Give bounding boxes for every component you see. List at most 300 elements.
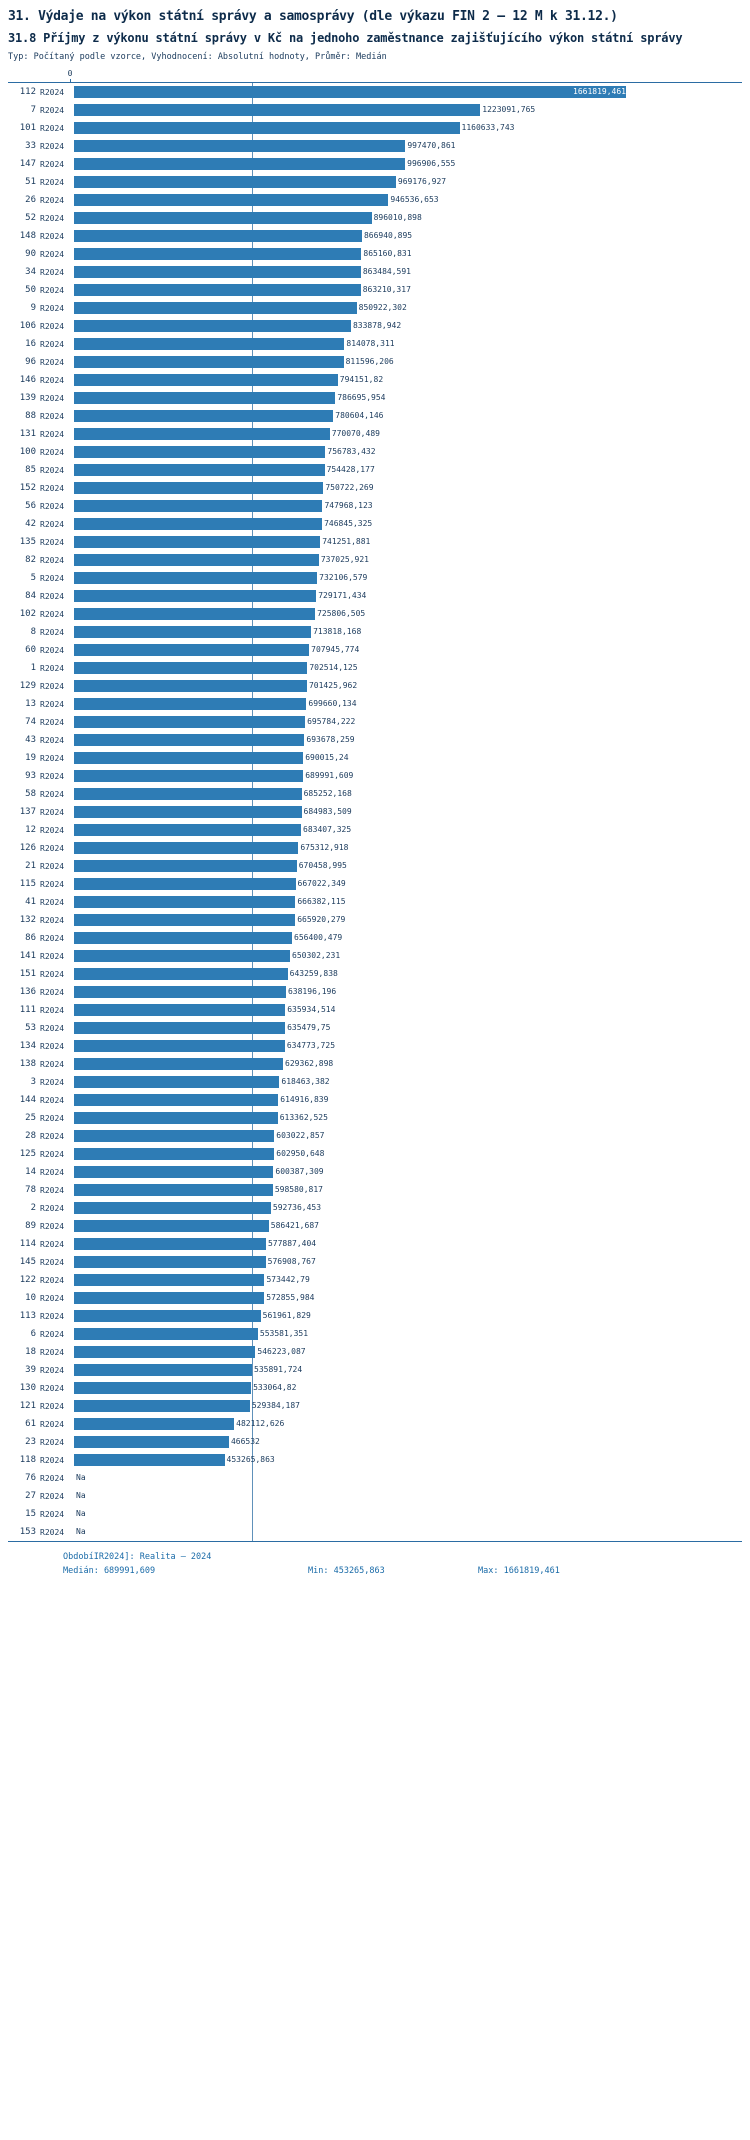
row-category-label: 152 [19, 483, 36, 493]
row-na-label: Na [76, 1527, 86, 1536]
row-category-label: 16 [25, 339, 36, 349]
chart-rows [8, 83, 742, 1541]
bar[interactable] [74, 248, 361, 260]
bar[interactable] [74, 356, 344, 368]
bar[interactable] [74, 1400, 250, 1412]
chart-row [8, 605, 742, 623]
bar[interactable] [74, 572, 317, 584]
chart-row [8, 389, 742, 407]
bar[interactable] [74, 194, 388, 206]
row-series-label: R2024 [40, 861, 65, 871]
row-bar-area [74, 785, 742, 803]
bar[interactable] [74, 788, 302, 800]
bar[interactable] [74, 1220, 269, 1232]
bar[interactable] [74, 716, 305, 728]
row-category-label: 56 [25, 501, 36, 511]
row-bar-area [74, 947, 742, 965]
row-category-label: 134 [19, 1041, 36, 1051]
row-bar-area [74, 641, 742, 659]
bar[interactable] [74, 878, 296, 890]
bar[interactable] [74, 554, 319, 566]
bar[interactable] [74, 338, 344, 350]
chart-row [8, 1073, 742, 1091]
row-series-label: R2024 [40, 897, 65, 907]
row-bar-area [74, 173, 742, 191]
row-series-label: R2024 [40, 1203, 65, 1213]
row-bar-area [74, 1451, 742, 1469]
row-category-label: 135 [19, 537, 36, 547]
footer-period: ObdobíIR2024]: Realita – 2024 [63, 1552, 212, 1562]
chart-row [8, 1091, 742, 1109]
row-bar-area [74, 1523, 742, 1541]
row-bar-area [74, 1505, 742, 1523]
chart-row [8, 1199, 742, 1217]
chart-row [8, 1019, 742, 1037]
bar[interactable] [74, 482, 323, 494]
bar-value-label: 656400,479 [294, 933, 343, 942]
row-series-label: R2024 [40, 1383, 65, 1393]
row-series-label: R2024 [40, 1041, 65, 1051]
footer-max: Max: 1661819,461 [478, 1566, 560, 1576]
row-category-label: 137 [19, 807, 36, 817]
row-category-label: 2 [30, 1203, 36, 1213]
row-series-label: R2024 [40, 717, 65, 727]
row-bar-area [74, 821, 742, 839]
row-category-label: 153 [19, 1527, 36, 1537]
bar-value-label: 713818,168 [313, 627, 362, 636]
row-category-label: 39 [25, 1365, 36, 1375]
row-category-label: 76 [25, 1473, 36, 1483]
bar[interactable] [74, 608, 315, 620]
row-bar-area [74, 389, 742, 407]
bar[interactable] [74, 122, 460, 134]
row-category-label: 28 [25, 1131, 36, 1141]
row-series-label: R2024 [40, 123, 65, 133]
row-series-label: R2024 [40, 357, 65, 367]
row-series-label: R2024 [40, 681, 65, 691]
bar-value-label: 969176,927 [397, 177, 447, 186]
row-series-label: R2024 [40, 159, 65, 169]
bar[interactable] [74, 752, 303, 764]
bar-value-label: 850922,302 [358, 303, 407, 312]
chart-row [8, 1217, 742, 1235]
chart-row [8, 785, 742, 803]
row-bar-area [74, 155, 742, 173]
row-series-label: R2024 [40, 825, 65, 835]
chart-row [8, 983, 742, 1001]
row-series-label: R2024 [40, 195, 65, 205]
row-bar-area [74, 1487, 742, 1505]
bar[interactable] [74, 1364, 252, 1376]
row-bar-area [74, 623, 742, 641]
row-category-label: 19 [25, 753, 36, 763]
row-series-label: R2024 [40, 105, 65, 115]
bar-value-label: 693678,259 [306, 735, 355, 744]
bar-value-label: 707945,774 [311, 645, 360, 654]
row-series-label: R2024 [40, 267, 65, 277]
row-category-label: 18 [25, 1347, 36, 1357]
bar[interactable] [74, 464, 325, 476]
row-bar-area [74, 965, 742, 983]
bar[interactable] [74, 590, 316, 602]
bar[interactable] [74, 374, 338, 386]
chart-row [8, 533, 742, 551]
bar-value-label: 643259,838 [289, 969, 338, 978]
row-bar-area [74, 605, 742, 623]
chart-row [8, 713, 742, 731]
bar[interactable] [74, 1238, 266, 1250]
row-bar-area [74, 911, 742, 929]
chart-row [8, 821, 742, 839]
bar-value-label: 689991,609 [305, 771, 354, 780]
row-category-label: 141 [19, 951, 36, 961]
bar[interactable] [74, 1184, 273, 1196]
row-bar-area [74, 929, 742, 947]
row-series-label: R2024 [40, 843, 65, 853]
bar-value-label: 794151,82 [339, 375, 384, 384]
bar-value-label: 670458,995 [298, 861, 347, 870]
row-na-label: Na [76, 1491, 86, 1500]
bar[interactable] [74, 1202, 271, 1214]
row-category-label: 145 [19, 1257, 36, 1267]
row-bar-area [74, 1379, 742, 1397]
row-series-label: R2024 [40, 879, 65, 889]
bar-value-label: 675312,918 [300, 843, 349, 852]
bar[interactable] [74, 806, 302, 818]
bar[interactable] [74, 1166, 273, 1178]
bar-value-label: 756783,432 [327, 447, 376, 456]
row-bar-area [74, 1163, 742, 1181]
row-bar-area [74, 1325, 742, 1343]
row-series-label: R2024 [40, 1437, 65, 1447]
row-bar-area [74, 1199, 742, 1217]
row-category-label: 1 [30, 663, 36, 673]
bar[interactable] [74, 158, 405, 170]
row-category-label: 86 [25, 933, 36, 943]
row-series-label: R2024 [40, 465, 65, 475]
chart-row [8, 695, 742, 713]
bar[interactable] [74, 1454, 225, 1466]
row-bar-area [74, 1235, 742, 1253]
chart-footer [8, 1552, 742, 1592]
row-category-label: 78 [25, 1185, 36, 1195]
row-category-label: 111 [19, 1005, 36, 1015]
footer-min: Min: 453265,863 [308, 1566, 385, 1576]
bar-value-label: 650302,231 [292, 951, 341, 960]
row-bar-area [74, 1181, 742, 1199]
bar[interactable] [74, 302, 357, 314]
bar[interactable] [74, 1004, 285, 1016]
row-bar-area [74, 1253, 742, 1271]
row-category-label: 100 [19, 447, 36, 457]
bar-value-label: 667022,349 [297, 879, 346, 888]
row-category-label: 90 [25, 249, 36, 259]
row-series-label: R2024 [40, 699, 65, 709]
row-bar-area [74, 839, 742, 857]
bar-value-label: 750722,269 [325, 483, 374, 492]
bar[interactable] [74, 1148, 274, 1160]
bar[interactable] [74, 968, 288, 980]
chart-row [8, 479, 742, 497]
bar[interactable] [74, 230, 362, 242]
row-category-label: 61 [25, 1419, 36, 1429]
chart-row [8, 263, 742, 281]
row-category-label: 41 [25, 897, 36, 907]
row-bar-area [74, 299, 742, 317]
bar[interactable] [74, 1058, 283, 1070]
bar[interactable] [74, 518, 322, 530]
row-category-label: 25 [25, 1113, 36, 1123]
row-category-label: 125 [19, 1149, 36, 1159]
row-series-label: R2024 [40, 1167, 65, 1177]
bar-value-label: 747968,123 [324, 501, 373, 510]
row-series-label: R2024 [40, 249, 65, 259]
row-category-label: 114 [19, 1239, 36, 1249]
bar[interactable] [74, 842, 298, 854]
row-series-label: R2024 [40, 1095, 65, 1105]
x-axis [8, 69, 742, 83]
row-category-label: 13 [25, 699, 36, 709]
row-category-label: 8 [30, 627, 36, 637]
chart-row [8, 587, 742, 605]
bar[interactable] [74, 914, 295, 926]
bar[interactable] [74, 1256, 266, 1268]
chart-row [8, 1325, 742, 1343]
row-category-label: 15 [25, 1509, 36, 1519]
chart-row [8, 641, 742, 659]
row-series-label: R2024 [40, 789, 65, 799]
bar[interactable] [74, 662, 307, 674]
row-series-label: R2024 [40, 393, 65, 403]
row-category-label: 147 [19, 159, 36, 169]
row-series-label: R2024 [40, 1347, 65, 1357]
row-bar-area [74, 461, 742, 479]
row-category-label: 139 [19, 393, 36, 403]
bar[interactable] [74, 176, 396, 188]
bar[interactable] [74, 104, 480, 116]
row-series-label: R2024 [40, 321, 65, 331]
bar-value-label: 684983,509 [303, 807, 352, 816]
chart-row [8, 929, 742, 947]
row-bar-area [74, 83, 742, 101]
bar[interactable] [74, 1346, 255, 1358]
bar[interactable] [74, 644, 309, 656]
bar[interactable] [74, 1130, 274, 1142]
bar[interactable] [74, 428, 330, 440]
bar-value-label: 482112,626 [236, 1419, 285, 1428]
row-category-label: 26 [25, 195, 36, 205]
bar[interactable] [74, 1292, 264, 1304]
chart-row [8, 767, 742, 785]
row-series-label: R2024 [40, 213, 65, 223]
chart-row [8, 1487, 742, 1505]
bar[interactable] [74, 1274, 264, 1286]
bar[interactable] [74, 446, 325, 458]
row-series-label: R2024 [40, 1491, 65, 1501]
bar[interactable] [74, 266, 361, 278]
row-series-label: R2024 [40, 447, 65, 457]
bar[interactable] [74, 410, 333, 422]
bar[interactable] [74, 1076, 279, 1088]
chart-row [8, 965, 742, 983]
chart-row [8, 1397, 742, 1415]
bar[interactable] [74, 734, 304, 746]
row-bar-area [74, 1433, 742, 1451]
bar[interactable] [74, 1436, 229, 1448]
bar[interactable] [74, 986, 286, 998]
row-category-label: 52 [25, 213, 36, 223]
row-bar-area [74, 245, 742, 263]
bar-value-label: 701425,962 [308, 681, 358, 690]
bar[interactable] [74, 1112, 278, 1124]
bar[interactable] [74, 1094, 278, 1106]
row-series-label: R2024 [40, 1293, 65, 1303]
row-category-label: 50 [25, 285, 36, 295]
bar-value-label: 811596,206 [345, 357, 394, 366]
chart-row [8, 569, 742, 587]
row-series-label: R2024 [40, 1059, 65, 1069]
chart-row [8, 119, 742, 137]
row-series-label: R2024 [40, 1509, 65, 1519]
bar-value-label: 535891,724 [254, 1365, 303, 1374]
bar[interactable] [74, 500, 322, 512]
bar-value-label: 997470,861 [407, 141, 456, 150]
row-category-label: 96 [25, 357, 36, 367]
row-series-label: R2024 [40, 915, 65, 925]
bar[interactable] [74, 860, 297, 872]
bar[interactable] [74, 1040, 285, 1052]
chart-row [8, 1451, 742, 1469]
bar-value-label: 741251,881 [322, 537, 371, 546]
chart-row [8, 353, 742, 371]
chart-row [8, 1181, 742, 1199]
row-category-label: 130 [19, 1383, 36, 1393]
chart-row [8, 515, 742, 533]
bar-value-label: 635479,75 [287, 1023, 331, 1032]
chart-row [8, 1379, 742, 1397]
row-category-label: 74 [25, 717, 36, 727]
row-na-label: Na [76, 1509, 86, 1518]
bar[interactable] [74, 770, 303, 782]
row-category-label: 89 [25, 1221, 36, 1231]
bar-value-label: 946536,653 [390, 195, 439, 204]
row-series-label: R2024 [40, 87, 65, 97]
bar-value-label: 996906,555 [407, 159, 456, 168]
chart-row [8, 101, 742, 119]
row-series-label: R2024 [40, 1527, 65, 1537]
chart-row [8, 407, 742, 425]
chart-row [8, 335, 742, 353]
bar-value-label: 576908,767 [267, 1257, 316, 1266]
chart-row [8, 1433, 742, 1451]
chart-row [8, 1145, 742, 1163]
bar-value-label: 586421,687 [270, 1221, 319, 1230]
chart-row [8, 1505, 742, 1523]
bar[interactable] [74, 824, 301, 836]
row-bar-area [74, 317, 742, 335]
bar[interactable] [74, 320, 351, 332]
chart-row [8, 677, 742, 695]
chart-row [8, 551, 742, 569]
row-bar-area [74, 335, 742, 353]
row-series-label: R2024 [40, 1113, 65, 1123]
row-bar-area [74, 1145, 742, 1163]
row-series-label: R2024 [40, 1239, 65, 1249]
bar[interactable] [74, 932, 292, 944]
bar[interactable] [74, 536, 320, 548]
chart-row [8, 1001, 742, 1019]
bar[interactable] [74, 1022, 285, 1034]
bar[interactable] [74, 950, 290, 962]
bar[interactable] [74, 392, 335, 404]
row-bar-area [74, 1001, 742, 1019]
chart-row [8, 227, 742, 245]
row-category-label: 138 [19, 1059, 36, 1069]
row-category-label: 85 [25, 465, 36, 475]
row-category-label: 102 [19, 609, 36, 619]
chart-row [8, 371, 742, 389]
row-category-label: 112 [19, 87, 36, 97]
row-bar-area [74, 1271, 742, 1289]
row-category-label: 132 [19, 915, 36, 925]
row-bar-area [74, 1217, 742, 1235]
bar[interactable] [74, 140, 405, 152]
row-category-label: 136 [19, 987, 36, 997]
chart-row [8, 875, 742, 893]
row-bar-area [74, 1073, 742, 1091]
bar[interactable] [74, 1382, 251, 1394]
row-category-label: 12 [25, 825, 36, 835]
row-series-label: R2024 [40, 987, 65, 997]
bar[interactable] [74, 1328, 258, 1340]
bar-value-label: 865160,831 [363, 249, 412, 258]
row-series-label: R2024 [40, 1401, 65, 1411]
bar-value-label: 695784,222 [307, 717, 356, 726]
bar-value-label: 866940,895 [363, 231, 413, 240]
bar[interactable] [74, 1418, 234, 1430]
bar[interactable] [74, 698, 306, 710]
row-bar-area [74, 1037, 742, 1055]
row-bar-area [74, 371, 742, 389]
chart-row [8, 1523, 742, 1541]
chart-row [8, 1109, 742, 1127]
row-category-label: 122 [19, 1275, 36, 1285]
row-series-label: R2024 [40, 555, 65, 565]
row-series-label: R2024 [40, 519, 65, 529]
row-bar-area [74, 353, 742, 371]
bar[interactable] [74, 212, 372, 224]
chart-row [8, 1037, 742, 1055]
row-bar-area [74, 191, 742, 209]
bar[interactable] [74, 626, 311, 638]
bar-value-label: 786695,954 [337, 393, 386, 402]
row-series-label: R2024 [40, 1329, 65, 1339]
row-category-label: 129 [19, 681, 36, 691]
bar[interactable] [74, 1310, 261, 1322]
row-series-label: R2024 [40, 1221, 65, 1231]
bar-value-label: 780604,146 [335, 411, 384, 420]
bar-value-label: 546223,087 [257, 1347, 306, 1356]
bar[interactable] [74, 284, 361, 296]
bar-value-label: 702514,125 [309, 663, 358, 672]
row-series-label: R2024 [40, 1275, 65, 1285]
chart-row [8, 209, 742, 227]
bar-value-label: 529384,187 [251, 1401, 300, 1410]
row-category-label: 115 [19, 879, 36, 889]
bar[interactable] [74, 680, 307, 692]
bar-value-label: 814078,311 [346, 339, 395, 348]
bar[interactable] [74, 896, 295, 908]
